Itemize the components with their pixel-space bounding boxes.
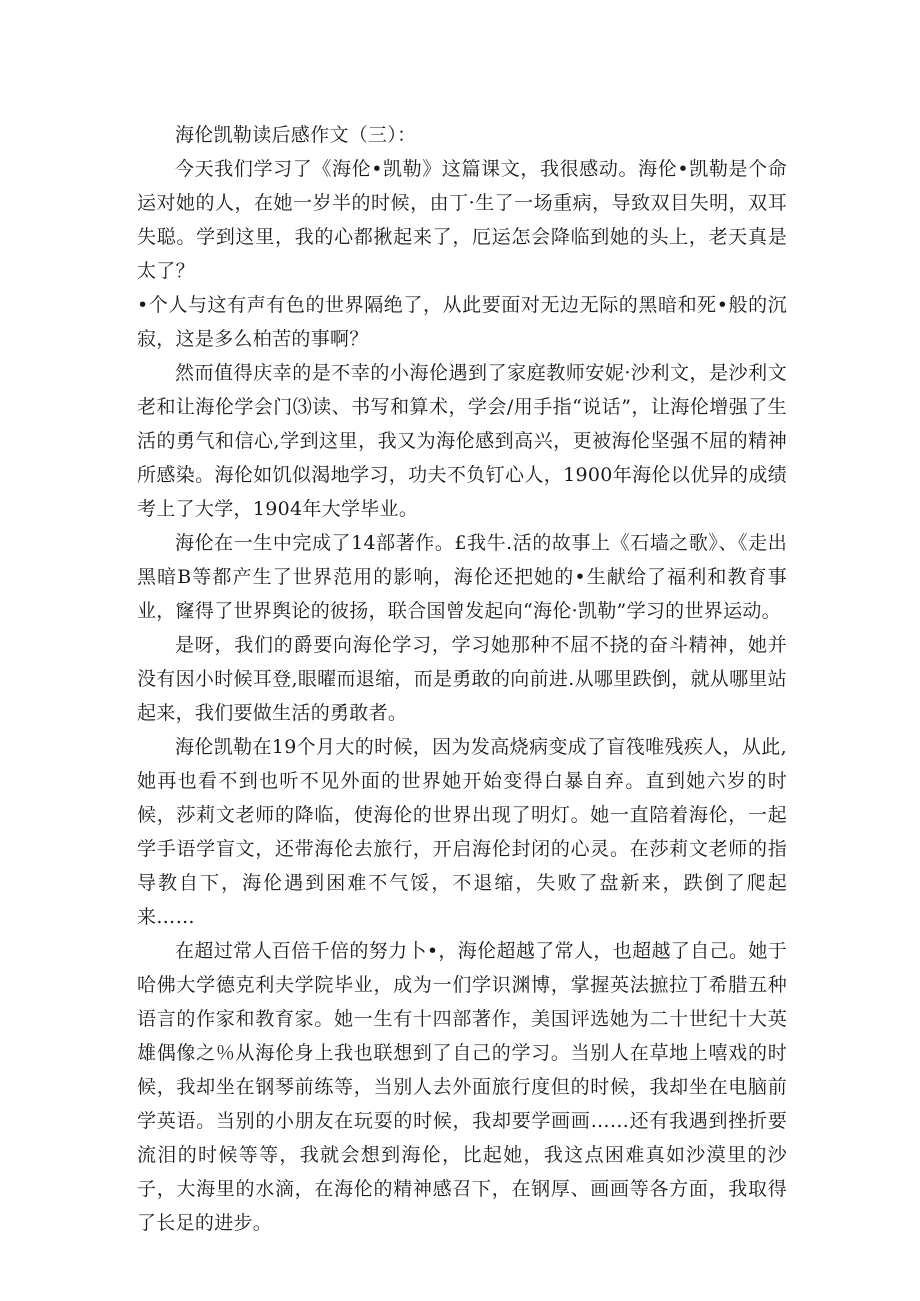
paragraph-6: 海伦凯勒在19个月大的时候，因为发高烧病变成了盲筏唯残疾人，从此,她再也看不到也听不见外面的世界她开始变得白暴自弃。直到她六岁的时候，莎莉文老师的降临，使海伦的世界出现了明灯。她一直陪着海伦，一起学手语学盲文，还带海伦去旅行，开启海伦封闭的心灵。在莎莉文老师的指导教自下，海伦遇到困难不气馁，不退缩，失败了盘新来，跌倒了爬起来……	[137, 736, 787, 928]
paragraph-1: 今天我们学习了《海伦•凯勒》这篇课文，我很感动。海伦•凯勒是个命运对她的人，在她一岁半的时候，由丁·生了一场重病，导致双目失明，双耳失聪。学到这里，我的心都揪起来了，厄运怎会降临到她的头上，老天真是太了？	[137, 158, 787, 282]
document-title: 海伦凯勒读后感作文（三）：	[175, 124, 417, 146]
document-body	[137, 118, 787, 1240]
paragraph-7: 在超过常人百倍千倍的努力卜•，海伦超越了常人，也超越了自己。她于哈佛大学德克利夫学院毕业，成为一们学识渊博，掌握英法摭拉丁希腊五种语言的作家和教育家。她一生有十四部著作，美国评选她为二十世纪十大英雄偶像之％从海伦身上我也联想到了自己的学习。当别人在草地上嘻戏的时候，我却坐在钢琴前练等，当别人去外面旅行度但的时候，我却坐在电脑前学英语。当别的小朋友在玩耍的时候，我却要学画画……还有我遇到挫折要流泪的时候等等，我就会想到海伦，比起她，我这点困难真如沙漠里的沙子，大海里的水滴，在海伦的精神感召下，在钢厚、画画等各方面，我取得了长足的进步。	[137, 940, 787, 1234]
paragraph-2: •个人与这有声有色的世界隔绝了，从此要面对无边无际的黑暗和死•般的沉寂，这是多么柏苦的事啊？	[137, 294, 787, 350]
paragraph-4: 海伦在一生中完成了14部著作。£我牛.活的故事上《石墙之歌》、《走出黑暗B等都产生了世界范用的影响，海伦还把她的•生献给了福利和教育事业，窿得了世界舆论的彼扬，联合国曾发起向“海伦·凯勒”学习的世界运动。	[137, 532, 787, 622]
paragraph-3: 然而值得庆幸的是不幸的小海伦遇到了家庭教师安妮·沙利文，是沙利文老和让海伦学会门⑶读、书写和算术，学会/用手指“说话”，让海伦增强了生活的勇气和信心,学到这里，我又为海伦感到高兴，更被海伦坚强不屈的精神所感染。海伦如饥似渴地学习，功夫不负钉心人，1900年海伦以优异的成绩考上了大学，1904年大学毕业。	[137, 362, 787, 520]
paragraph-5: 是呀，我们的爵要向海伦学习，学习她那种不屈不挠的奋斗精神，她并没有因小时候耳登,眼曜而退缩，而是勇敢的向前进.从哪里跌倒，就从哪里站起来，我们要做生活的勇敢者。	[137, 634, 787, 724]
